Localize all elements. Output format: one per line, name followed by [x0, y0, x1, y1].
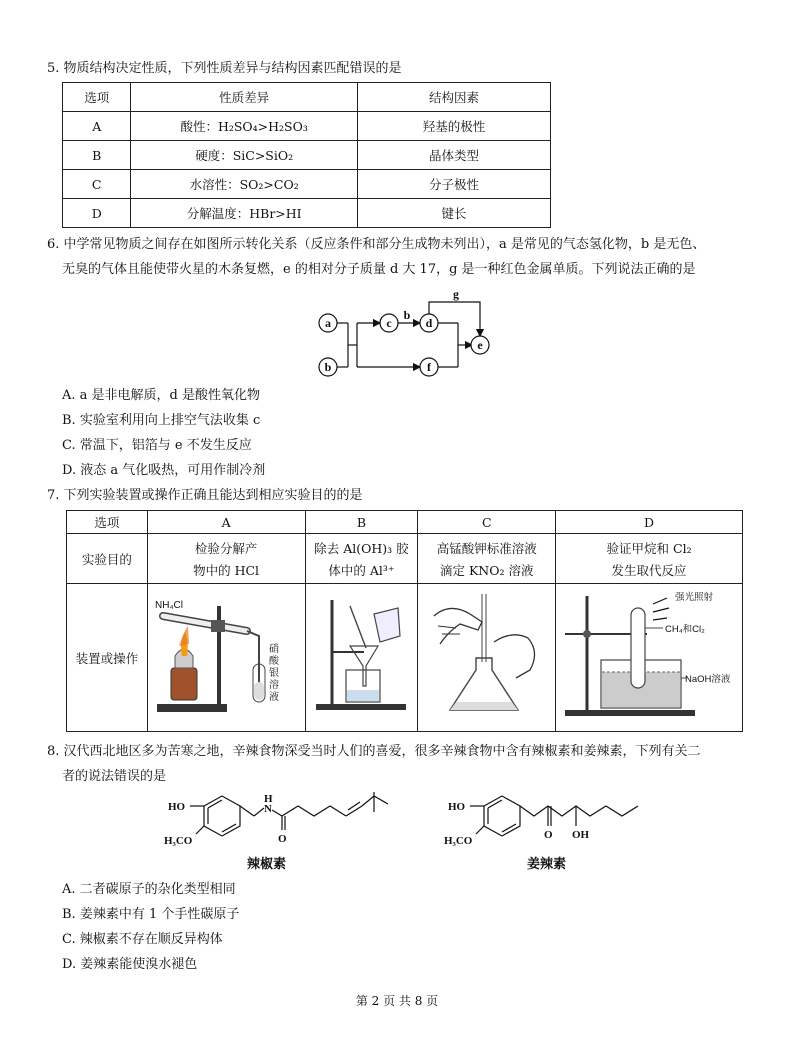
purpose-line: 发生取代反应 [611, 562, 687, 578]
page-footer: 第 2 页 共 8 页 [355, 994, 439, 1008]
table-cell [147, 584, 305, 732]
apparatus-c-figure [420, 586, 554, 726]
agno3-char: 硝 [268, 644, 279, 655]
table-cell: 水溶性：SO₂>CO₂ [131, 170, 358, 199]
table-cell: 硬度：SiC>SiO₂ [131, 141, 358, 170]
gas-label: CH₄和Cl₂ [665, 624, 705, 635]
q7-header-cell: D [556, 511, 743, 534]
agno3-char: 银 [268, 668, 279, 679]
nh4cl-label: NH₄Cl [154, 600, 183, 611]
agno3-char: 液 [268, 692, 279, 703]
table-row [63, 112, 551, 141]
q6-stem-line1: 6. 中学常见物质之间存在如图所示转化关系（反应条件和部分生成物未列出），a 是常见的气态氢化物，b 是无色、 [47, 237, 706, 252]
purpose-line: 滴定 KNO₂ 溶液 [439, 562, 534, 578]
q8-option-b: B. 姜辣素中有 1 个手性碳原子 [62, 907, 240, 922]
apparatus-a-figure [149, 586, 304, 726]
node-g-label: g [453, 287, 459, 301]
light-label: 强光照射 [675, 592, 714, 603]
q8-stem-line2: 者的说法错误的是 [62, 769, 167, 784]
gingerol-ho: HO [448, 801, 466, 813]
node-b-label: b [324, 360, 332, 374]
q7-stem: 7. 下列实验装置或操作正确且能达到相应实验目的的是 [47, 488, 363, 503]
table-row [67, 584, 743, 732]
capsaicin-nh: H [264, 793, 273, 805]
node-c-label: c [386, 316, 392, 330]
table-cell [556, 584, 743, 732]
purpose-line: 高锰酸钾标准溶液 [436, 540, 537, 556]
agno3-char: 溶 [268, 680, 279, 691]
q5-header-cell: 选项 [63, 83, 131, 112]
table-row [63, 199, 551, 228]
table-cell: A [63, 112, 131, 141]
table-row [63, 141, 551, 170]
q5-header-cell: 结构因素 [357, 83, 550, 112]
q7-header-row [67, 511, 743, 534]
table-cell [147, 534, 305, 584]
q7-header-cell: A [147, 511, 305, 534]
q7-header-cell: B [305, 511, 418, 534]
table-cell: 晶体类型 [357, 141, 550, 170]
table-cell [418, 584, 556, 732]
q6-option-a: A. a 是非电解质，d 是酸性氧化物 [62, 388, 260, 403]
naoh-label: NaOH溶液 [685, 674, 731, 685]
gingerol-oh: OH [572, 829, 590, 841]
table-cell: 实验目的 [67, 534, 148, 584]
q6-stem-line2: 无臭的气体且能使带火星的木条复燃，e 的相对分子质量 d 大 17，g 是一种红色金属单质。下列说法正确的是 [62, 262, 696, 277]
table-cell: D [63, 199, 131, 228]
gingerol-och3: H₃CO [444, 835, 473, 847]
node-e-label: e [477, 338, 483, 352]
table-cell: B [63, 141, 131, 170]
table-cell: 键长 [357, 199, 550, 228]
q5-header-cell: 性质差异 [131, 83, 358, 112]
capsaicin-name: 辣椒素 [247, 857, 287, 872]
q8-option-d: D. 姜辣素能使溴水褪色 [62, 957, 198, 972]
q7-header-cell: 选项 [67, 511, 148, 534]
q6-conversion-diagram [310, 285, 500, 380]
capsaicin-n: N [264, 803, 272, 815]
q5-stem: 5. 物质结构决定性质，下列性质差异与结构因素匹配错误的是 [47, 61, 402, 76]
q6-option-b: B. 实验室利用向上排空气法收集 c [62, 413, 261, 428]
purpose-line: 体中的 Al³⁺ [328, 562, 395, 578]
q8-option-a: A. 二者碳原子的杂化类型相同 [62, 882, 236, 897]
table-cell: 装置或操作 [67, 584, 148, 732]
capsaicin-ho: HO [168, 801, 186, 813]
table-cell [418, 534, 556, 584]
table-cell: 分解温度：HBr>HI [131, 199, 358, 228]
table-cell [305, 584, 418, 732]
agno3-char: 酸 [268, 656, 279, 667]
table-cell: 羟基的极性 [357, 112, 550, 141]
table-cell: C [63, 170, 131, 199]
table-cell [305, 534, 418, 584]
table-cell [556, 534, 743, 584]
purpose-line: 检验分解产 [194, 540, 258, 556]
purpose-line: 除去 Al(OH)₃ 胶 [314, 540, 409, 556]
apparatus-d-figure [557, 586, 741, 726]
q7-table [66, 510, 743, 732]
node-d-label: d [425, 316, 433, 330]
edge-b-label: b [403, 308, 411, 322]
q5-header-row [63, 83, 551, 112]
q6-option-d: D. 液态 a 气化吸热，可用作制冷剂 [62, 463, 266, 478]
purpose-line: 验证甲烷和 Cl₂ [606, 540, 692, 556]
q7-header-cell: C [418, 511, 556, 534]
table-cell: 酸性：H₂SO₄>H₂SO₃ [131, 112, 358, 141]
apparatus-b-figure [306, 586, 416, 726]
gingerol-name: 姜辣素 [527, 857, 567, 872]
gingerol-o: O [544, 829, 553, 841]
table-row [63, 170, 551, 199]
node-f-label: f [427, 360, 431, 374]
q6-option-c: C. 常温下，铝箔与 e 不发生反应 [62, 438, 252, 453]
q8-stem-line1: 8. 汉代西北地区多为苦寒之地，辛辣食物深受当时人们的喜爱，很多辛辣食物中含有辣椒素和姜辣素，下列有关二 [47, 744, 701, 759]
purpose-line: 物中的 HCl [193, 562, 260, 578]
node-a-label: a [325, 316, 331, 330]
table-row [67, 534, 743, 584]
q8-option-c: C. 辣椒素不存在顺反异构体 [62, 932, 223, 947]
capsaicin-och3: H₃CO [164, 835, 193, 847]
table-cell: 分子极性 [357, 170, 550, 199]
q5-table [62, 82, 551, 228]
capsaicin-o: O [278, 833, 287, 845]
